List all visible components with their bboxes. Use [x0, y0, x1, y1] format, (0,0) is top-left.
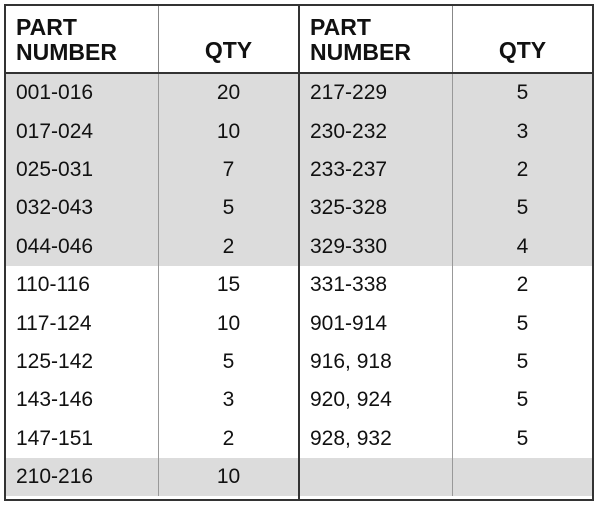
left-rows — [6, 74, 298, 496]
part-number-cell: 147-151 — [6, 420, 159, 458]
right-rows — [300, 74, 592, 496]
right-half — [298, 6, 592, 499]
table-row — [6, 304, 298, 342]
qty-header-label: QTY — [498, 37, 547, 63]
qty-cell: 3 — [222, 388, 235, 412]
qty-cell: 5 — [222, 349, 235, 373]
qty-header-label: QTY — [204, 37, 253, 63]
part-number-cell: 044-046 — [6, 228, 159, 266]
part-number-cell: 901-914 — [300, 304, 453, 342]
qty-header — [453, 6, 592, 72]
table-row — [6, 151, 298, 189]
part-number-cell: 117-124 — [6, 304, 159, 342]
table-row — [300, 458, 592, 496]
parts-table — [4, 4, 594, 501]
qty-cell: 20 — [216, 81, 241, 105]
part-number-header — [6, 6, 159, 72]
part-number-cell: 210-216 — [6, 458, 159, 496]
table-row — [6, 228, 298, 266]
part-number-cell — [300, 458, 453, 496]
qty-cell: 5 — [516, 311, 529, 335]
part-number-cell: 928, 932 — [300, 420, 453, 458]
table-row — [300, 420, 592, 458]
table-row — [6, 112, 298, 150]
qty-cell: 7 — [222, 157, 235, 181]
qty-cell: 5 — [516, 81, 529, 105]
part-number-cell: 125-142 — [6, 343, 159, 381]
part-number-cell: 916, 918 — [300, 343, 453, 381]
qty-cell: 4 — [516, 234, 529, 258]
table-row — [300, 189, 592, 227]
part-number-cell: 001-016 — [6, 74, 159, 112]
part-number-header-label: PART NUMBER — [16, 14, 117, 65]
qty-cell: 5 — [516, 196, 529, 220]
table-row — [6, 381, 298, 419]
qty-cell: 10 — [216, 119, 241, 143]
qty-cell: 2 — [516, 157, 529, 181]
qty-cell: 5 — [516, 349, 529, 373]
part-number-cell: 143-146 — [6, 381, 159, 419]
table-row — [6, 420, 298, 458]
part-number-header-label: PART NUMBER — [310, 14, 411, 65]
part-number-cell: 230-232 — [300, 112, 453, 150]
part-number-cell: 025-031 — [6, 151, 159, 189]
qty-cell: 10 — [216, 311, 241, 335]
qty-header — [159, 6, 298, 72]
left-half — [6, 6, 298, 499]
part-number-cell: 032-043 — [6, 189, 159, 227]
table-row — [6, 266, 298, 304]
table-row — [6, 458, 298, 496]
table-row — [300, 112, 592, 150]
part-number-header — [300, 6, 453, 72]
table-row — [300, 151, 592, 189]
header-row — [6, 6, 298, 74]
part-number-cell: 920, 924 — [300, 381, 453, 419]
qty-cell: 3 — [516, 119, 529, 143]
table-row — [300, 266, 592, 304]
qty-cell: 5 — [516, 388, 529, 412]
part-number-cell: 217-229 — [300, 74, 453, 112]
qty-cell: 5 — [222, 196, 235, 220]
table-row — [6, 189, 298, 227]
qty-cell: 2 — [516, 273, 529, 297]
header-row — [300, 6, 592, 74]
qty-cell: 15 — [216, 273, 241, 297]
qty-cell: 5 — [516, 426, 529, 450]
qty-cell: 2 — [222, 426, 235, 450]
qty-cell: 2 — [222, 234, 235, 258]
table-row — [6, 343, 298, 381]
part-number-cell: 110-116 — [6, 266, 159, 304]
table-row — [300, 343, 592, 381]
table-row — [300, 228, 592, 266]
part-number-cell: 329-330 — [300, 228, 453, 266]
part-number-cell: 331-338 — [300, 266, 453, 304]
part-number-cell: 325-328 — [300, 189, 453, 227]
table-row — [300, 304, 592, 342]
qty-cell: 10 — [216, 465, 241, 489]
table-row — [300, 381, 592, 419]
table-row — [6, 74, 298, 112]
part-number-cell: 233-237 — [300, 151, 453, 189]
part-number-cell: 017-024 — [6, 112, 159, 150]
table-row — [300, 74, 592, 112]
